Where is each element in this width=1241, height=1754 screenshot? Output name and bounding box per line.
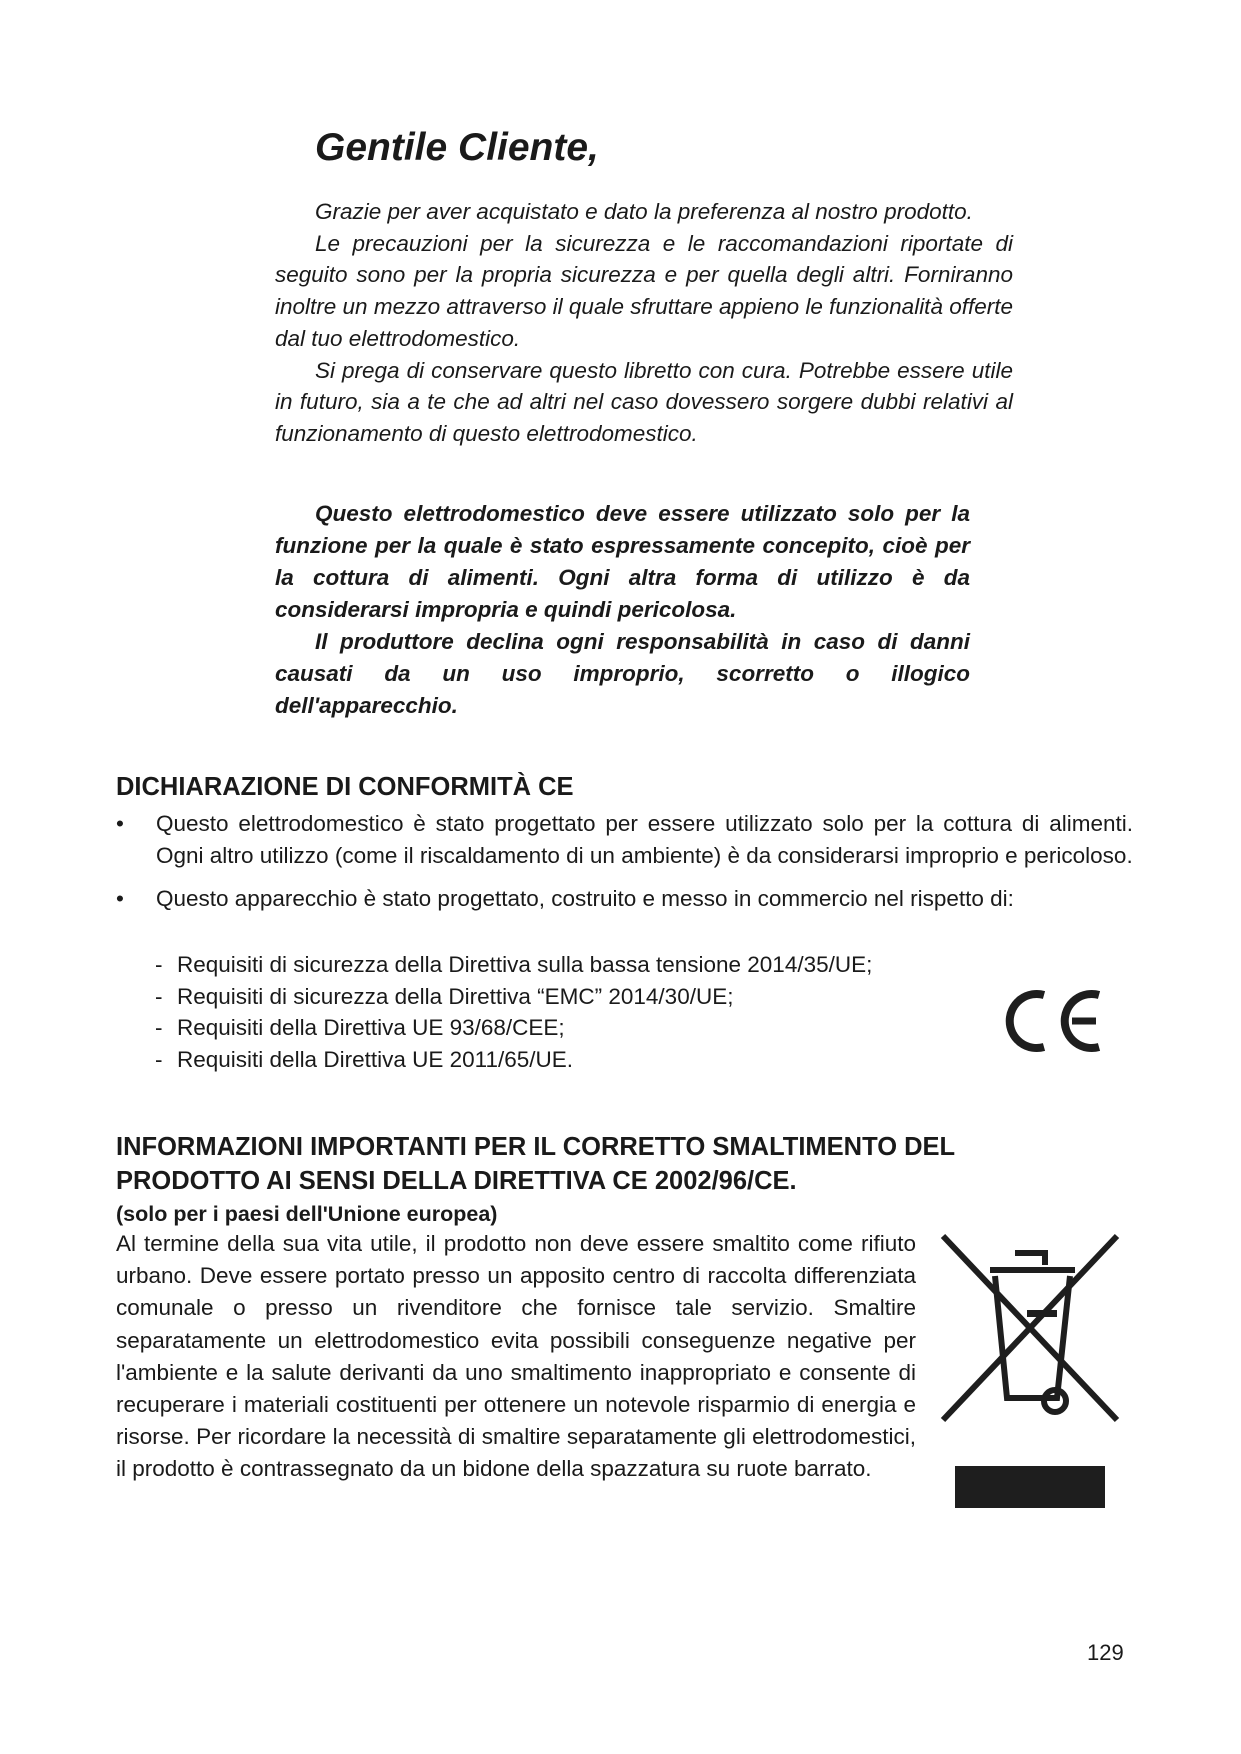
list-item — [116, 883, 1133, 915]
bin-underline-bar — [955, 1466, 1105, 1508]
usage-warning — [275, 498, 970, 722]
dash: - — [155, 983, 163, 1009]
ce-mark-icon — [1000, 985, 1104, 1057]
requirement-text: Requisiti della Direttiva UE 93/68/CEE; — [177, 1015, 565, 1040]
dash: - — [155, 952, 163, 977]
bullet-text: Questo apparecchio è stato progettato, costruito e messo in commercio nel rispetto di: — [156, 886, 1014, 911]
list-item — [155, 981, 872, 1013]
conformity-heading: DICHIARAZIONE DI CONFORMITÀ CE — [116, 773, 574, 801]
intro-paragraph: Le precauzioni per la sicurezza e le raccomandazioni riportate di seguito sono per la propria sicurezza e per quella degli altri. Forniranno inoltre un mezzo attraverso il quale sfruttare appieno le funzionalità offerte dal tuo elettrodomestico. — [275, 230, 1013, 351]
disposal-subheading: (solo per i paesi dell'Unione europea) — [116, 1202, 498, 1226]
list-item — [116, 808, 1133, 871]
requirement-text: Requisiti della Direttiva UE 2011/65/UE. — [177, 1046, 574, 1072]
intro-text — [275, 196, 1013, 450]
page-number: 129 — [1087, 1640, 1124, 1665]
requirement-text: Requisiti di sicurezza della Direttiva sulla bassa tensione 2014/35/UE; — [177, 952, 873, 977]
greeting-title: Gentile Cliente, — [315, 126, 599, 169]
disposal-heading: INFORMAZIONI IMPORTANTI PER IL CORRETTO SMALTIMENTO DEL PRODOTTO AI SENSI DELLA DIRETTIVA CE 2002/96/CE. — [116, 1133, 955, 1195]
list-item — [155, 949, 872, 981]
bullet-dot: • — [116, 811, 124, 836]
dash: - — [155, 1015, 163, 1040]
list-item — [155, 1044, 872, 1076]
requirements-list — [155, 949, 872, 1075]
crossed-out-wheelie-bin-icon — [935, 1228, 1125, 1438]
list-item — [155, 1012, 872, 1044]
warning-paragraph: Questo elettrodomestico deve essere utilizzato solo per la funzione per la quale è stato espressamente concepito, cioè per la cottura di alimenti. Ogni altra forma di utilizzo è da considerarsi impropria e quindi pericolosa. — [275, 501, 970, 622]
requirement-text: Requisiti di sicurezza della Direttiva “EMC” 2014/30/UE; — [177, 983, 734, 1009]
dash: - — [155, 1046, 163, 1072]
conformity-bullets — [116, 808, 1133, 927]
intro-paragraph: Grazie per aver acquistato e dato la preferenza al nostro prodotto. — [315, 199, 973, 224]
bullet-text: Questo elettrodomestico è stato progettato per essere utilizzato solo per la cottura di alimenti. Ogni altro utilizzo (come il riscaldamento di un ambiente) è da considerarsi improprio e pericoloso. — [156, 811, 1133, 868]
intro-paragraph: Si prega di conservare questo libretto con cura. Potrebbe essere utile in futuro, sia a te che ad altri nel caso dovessero sorgere dubbi relativi al funzionamento di questo elettrodomestico. — [275, 357, 1013, 446]
disposal-body: Al termine della sua vita utile, il prodotto non deve essere smaltito come rifiuto urbano. Deve essere portato presso un apposito centro di raccolta differenziata comunale o presso un rivenditore che fornisce tale servizio. Smaltire separatamente un elettrodomestico evita possibili conseguenze negative per l'ambiente e la salute derivanti da uno smaltimento inappropriato e consente di recuperare i materiali costituenti per ottenere un notevole risparmio di energia e risorse. Per ricordare la necessità di smaltire separatamente gli elettrodomestici, il prodotto è contrassegnato da un bidone della spazzatura su ruote barrato. — [116, 1231, 916, 1482]
bullet-dot: • — [116, 886, 124, 911]
warning-paragraph: Il produttore declina ogni responsabilità in caso di danni causati da un uso improprio, scorretto o illogico dell'apparecchio. — [275, 629, 970, 718]
